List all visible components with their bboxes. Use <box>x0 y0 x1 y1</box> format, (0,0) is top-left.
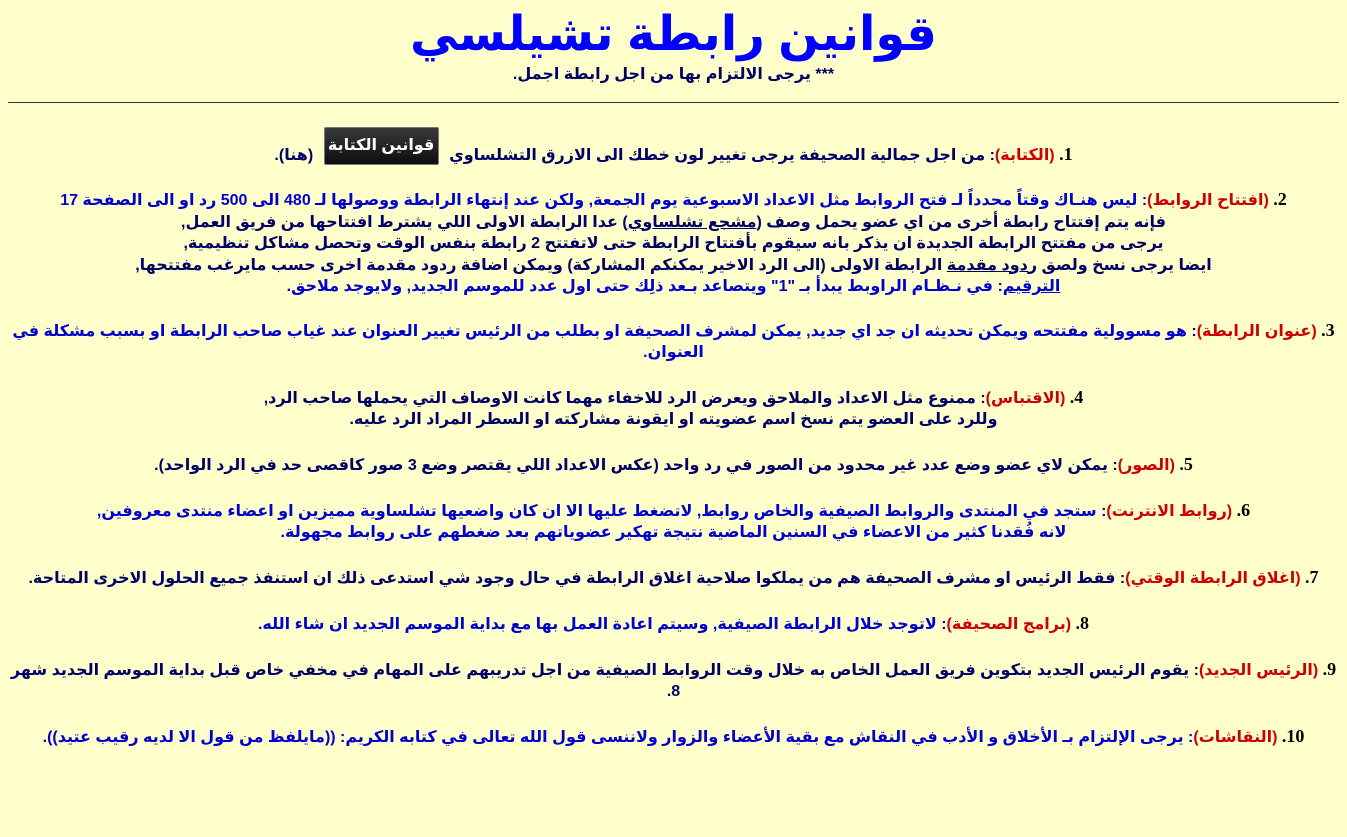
rule-heading: (الرئيس الجديد) <box>1198 661 1319 679</box>
rule-text: : من اجل جمالية الصحيفة يرجى تغيير لون خطك الى الازرق التشلساوي <box>449 147 995 165</box>
rule-text: ردود مقدمة <box>946 256 1038 274</box>
rule-number: 5. <box>1179 453 1193 474</box>
rule-text: : يقوم الرئيس الجديد بتكوين فريق العمل الخاص به خلال وقت الروابط الصيفية من اجل تدريبهم على المهام في مخفي خاص قبل بداية الموسم الجديد شهر 8. <box>10 661 1199 700</box>
rule-heading: (الكتابة) <box>994 147 1055 165</box>
rule-number: 4. <box>1069 386 1084 407</box>
rule-number: 3. <box>1321 319 1335 340</box>
rule-number: 1. <box>1059 144 1073 165</box>
page-subtitle: *** يرجى الالتزام بها من اجل رابطة اجمل. <box>512 66 835 83</box>
rule-heading: (برامج الصحيفة) <box>946 615 1072 633</box>
rule-number: 8. <box>1075 612 1090 633</box>
rule-text: ايضا يرجى نسخ ولصق <box>1037 256 1212 274</box>
rule-text: الرابطة الاولى (الى الرد الاخير يمكنكم المشاركة) ويمكن اضافة ردود مقدمة اخرى حسب مايرغب مفتتحها, <box>135 256 947 274</box>
rule-number: 9. <box>1322 658 1337 679</box>
rule-text: : يرجى الإلتزام بـ الأخلاق و الأدب في النقاش مع بقية الأعضاء والزوار ولاننسى قول الله تعالى في كتابه الكريم: ((مايلفظ من قول الا لديه رقيب عتيد)). <box>42 728 1194 746</box>
rule-number: 6. <box>1236 499 1251 520</box>
rule-text: وللرد على العضو يتم نسخ اسم عضويته او ايقونة مشاركته او السطر المراد الرد عليه. <box>349 410 998 428</box>
rule-text: مشجع تشلساوي <box>627 213 757 231</box>
page-title: قوانين رابطة تشيلسي <box>410 8 937 61</box>
rule-5 <box>10 454 1337 476</box>
here-link[interactable]: (هنا). <box>274 147 314 165</box>
rule-text: يرجى من مفتتح الرابطة الجديدة ان يذكر بانه سيقوم بأفتتاح الرابطة حتى لاتفتتح 2 رابطة بنفس الوقت وتحصل مشاكل تنظيمية, <box>183 235 1164 252</box>
rule-8 <box>10 613 1337 635</box>
rule-text: ) عدا الرابطة الاولى اللي يشترط افتتاحها من فريق العمل, <box>181 213 628 231</box>
rule-number: 2. <box>1273 189 1287 209</box>
rule-6 <box>10 500 1337 543</box>
rule-heading: (افتتاح الروابط) <box>1147 192 1269 209</box>
rule-number: 7. <box>1305 566 1319 587</box>
rule-text: : هو مسوولية مفتتحه ويمكن تحديثه ان جد اي جديد, يمكن لمشرف الصحيفة او بطلب من الرئيس تغيير العنوان عند غياب صاحب الرابطة او بسبب مشكلة في العنوان. <box>12 322 1197 361</box>
rule-heading: (النقاشات) <box>1193 728 1278 746</box>
rule-2 <box>10 189 1337 298</box>
rules-list <box>0 137 1347 748</box>
rule-text: : ممنوع مثل الاعداد والملاحق ويعرض الرد للاخفاء مهما كانت الاوصاف التي يحملها صاحب الرد, <box>263 389 986 407</box>
rule-heading: (اغلاق الرابطة الوقتي) <box>1125 569 1301 587</box>
rule-10 <box>10 726 1337 748</box>
rule-text: فإنه يتم إفتتاح رابطة أخرى من اي عضو يحمل وصف ( <box>756 213 1166 231</box>
rule-text: : ليس هنـاك وقتاً محدداً لـ فتح الروابط مثل الاعداد الاسبوعية يوم الجمعة, ولكن عند إنتهاء الرابطة ووصولها لـ 480 الى 500 رد او الى الصفحة 17 <box>60 192 1148 209</box>
rule-number: 10. <box>1281 725 1305 746</box>
rule-9 <box>10 659 1337 702</box>
rule-text: : ستجد في المنتدى والروابط الصيفية والخاص روابط, لاتضغط عليها الا ان كان واضعيها تشلساوية مميزين او اعضاء منتدى معروفين, <box>96 502 1107 520</box>
rule-text: : لاتوجد خلال الرابطة الصيفية, وسيتم اعادة العمل بها مع بداية الموسم الجديد ان شاء الله. <box>257 615 947 633</box>
rule-heading: (الاقتباس) <box>985 389 1066 407</box>
header-divider <box>8 102 1339 103</box>
rule-heading: (الصور) <box>1117 456 1175 474</box>
rule-3 <box>10 320 1337 363</box>
rule-text: : فقط الرئيس او مشرف الصحيفة هم من يملكوا صلاحية اغلاق الرابطة في حال وجود شي استدعى ذلك ان استنفذ جميع الحلول الاخرى المتاحة. <box>28 569 1126 587</box>
rule-text: لانه فُقدنا كثير من الاعضاء في السنين الماضية نتيجة تهكير عضوياتهم بعد ضغطهم على روابط مجهولة. <box>280 523 1067 541</box>
rule-1 <box>10 137 1337 175</box>
rule-text: : يمكن لاي عضو وضع عدد غير محدود من الصور في رد واحد (عكس الاعداد اللي يقتصر وضع 3 صور كاقصى حد في الرد الواحد). <box>154 456 1118 474</box>
rule-7 <box>10 567 1337 589</box>
rule-heading: (عنوان الرابطة) <box>1196 322 1317 340</box>
writing-rules-banner[interactable]: قوانين الكتابة <box>324 127 439 165</box>
rule-heading: (روابط الانترنت) <box>1106 502 1233 520</box>
rule-4 <box>10 387 1337 430</box>
rule-subheading: الترقيم <box>1002 278 1061 295</box>
rule-text: : في نـظـام الراوبط يبدأ بـ "1" ويتصاعد بـعد ذلِك حتى اول عدد للموسم الجديد, ولايوجد ملاحق. <box>286 278 1003 295</box>
